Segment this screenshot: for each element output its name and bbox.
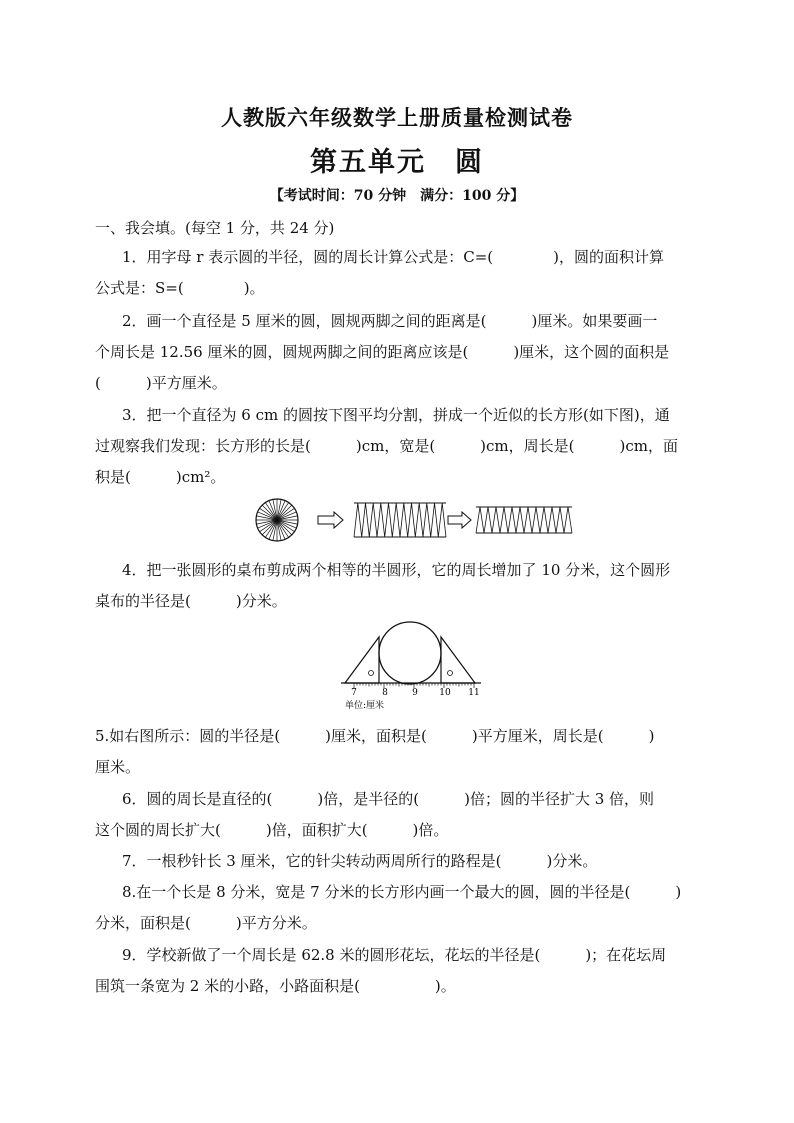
- question-6-line-1: 6．圆的周长是直径的( )倍，是半径的( )倍；圆的半径扩大 3 倍，则: [122, 790, 655, 808]
- question-5-line-1: 5.如右图所示：圆的半径是( )厘米，面积是( )平方厘米，周长是( ): [95, 727, 655, 745]
- section-heading: 一、我会填。(每空 1 分，共 24 分): [95, 219, 335, 237]
- ruler-label-8: 8: [382, 688, 388, 698]
- arrow-2: [448, 512, 471, 528]
- ruler-label-9: 9: [412, 688, 418, 698]
- question-2-line-2: 个周长是 12.56 厘米的圆，圆规两脚之间的距离应该是( )厘米，这个圆的面积是: [95, 343, 670, 361]
- ruler-circle-figure: [335, 615, 485, 715]
- question-5-line-2: 厘米。: [95, 758, 141, 776]
- question-6-line-2: 这个圆的周长扩大( )倍，面积扩大( )倍。: [95, 821, 449, 839]
- exam-info: 【考试时间：70 分钟 满分：100 分】: [269, 188, 525, 204]
- question-1-line-2: 公式是：S=( )。: [95, 279, 265, 297]
- approx-rectangle-small: [476, 507, 572, 533]
- ruler-label-11: 11: [468, 688, 480, 698]
- ruler-label-7: 7: [351, 688, 357, 698]
- question-3-line-2: 过观察我们发现：长方形的长是( )cm，宽是( )cm，周长是( )cm，面: [95, 437, 678, 455]
- question-9-line-2: 围筑一条宽为 2 米的小路，小路面积是( )。: [95, 977, 456, 995]
- ruler-unit-label: 单位:厘米: [345, 701, 385, 711]
- question-1-line-1: 1．用字母 r 表示圆的半径，圆的周长计算公式是：C=( )，圆的面积计算: [122, 248, 665, 266]
- question-9-line-1: 9．学校新做了一个周长是 62.8 米的圆形花坛，花坛的半径是( )；在花坛周: [122, 946, 667, 964]
- question-3-line-3: 积是( )cm²。: [95, 468, 226, 486]
- sector-circle: [256, 499, 298, 541]
- circle-to-rectangle-figure: [250, 495, 580, 545]
- arrow-1: [318, 512, 343, 528]
- question-7-line-1: 7．一根秒针长 3 厘米，它的针尖转动两周所行的路程是( )分米。: [122, 852, 598, 870]
- question-8-line-2: 分米，面积是( )平方分米。: [95, 914, 317, 932]
- question-2-line-3: ( )平方厘米。: [95, 374, 227, 392]
- measured-circle: [379, 622, 441, 684]
- question-4-line-1: 4．把一张圆形的桌布剪成两个相等的半圆形，它的周长增加了 10 分米，这个圆形: [122, 561, 671, 579]
- ruler: [341, 683, 481, 698]
- question-4-line-2: 桌布的半径是( )分米。: [95, 592, 287, 610]
- approx-rectangle-large: [354, 503, 446, 537]
- unit-title: 第五单元 圆: [310, 147, 484, 178]
- right-set-square: [441, 637, 475, 683]
- exam-title: 人教版六年级数学上册质量检测试卷: [221, 105, 573, 130]
- ruler-label-10: 10: [439, 688, 451, 698]
- left-set-square: [345, 637, 379, 683]
- question-2-line-1: 2．画一个直径是 5 厘米的圆，圆规两脚之间的距离是( )厘米。如果要画一: [122, 312, 658, 330]
- question-3-line-1: 3．把一个直径为 6 cm 的圆按下图平均分割，拼成一个近似的长方形(如下图)，通: [122, 406, 670, 424]
- question-8-line-1: 8.在一个长是 8 分米，宽是 7 分米的长方形内画一个最大的圆，圆的半径是( ): [122, 883, 682, 901]
